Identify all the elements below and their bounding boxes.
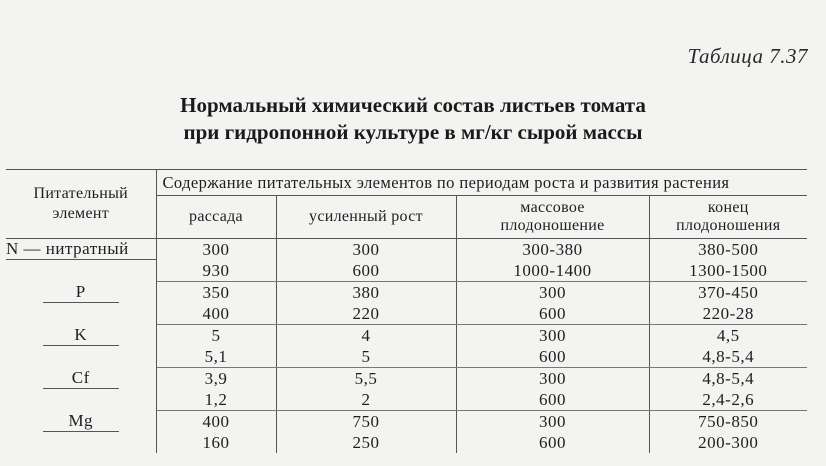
table-cell: 600 [276,260,456,282]
table-cell: 4 [276,325,456,347]
table-cell: 600 [456,432,649,453]
header-period-2 [276,196,456,239]
element-cell-p [6,282,156,325]
table-cell: 220 [276,303,456,325]
table-cell: 600 [456,346,649,368]
table-cell: 380 [276,282,456,304]
table-cell: 3,9 [156,368,276,390]
table-cell: 200-300 [698,432,759,452]
element-label-n: N — нитратный [6,239,156,260]
element-label-p: P [43,282,119,303]
table-caption: Таблица 7.37 [687,44,808,68]
header-period-2-label: усиленный рост [309,208,423,225]
header-element [6,170,156,239]
header-period-1 [156,196,276,239]
table-cell: 4,5 [716,325,740,345]
table-cell: 400 [156,411,276,433]
table-cell: 5 [276,346,456,368]
table-cell: 1000-1400 [456,260,649,282]
header-period-1-label: рассада [189,208,243,225]
table-cell: 1,2 [156,389,276,411]
table-cell: 4,8-5,4 [702,368,755,388]
header-element-label: Питательный элемент [33,185,129,222]
table-cell: 250 [276,432,456,453]
header-period-4-label: конец плодоношения [676,199,781,234]
table-cell: 5,5 [276,368,456,390]
table-cell: 300-380 [456,239,649,261]
element-label-mg: Mg [43,411,119,432]
table-cell: 1300-1500 [649,260,807,282]
table-cell: 750-850 [698,411,759,431]
element-cell-n [6,239,156,282]
table-cell: 5 [156,325,276,347]
header-period-3 [456,196,649,239]
table-cell: 930 [156,260,276,282]
table-cell: 600 [456,303,649,325]
table-cell: 400 [156,303,276,325]
element-cell-mg [6,411,156,454]
table-title [0,92,826,146]
table-cell: 300 [456,325,649,347]
element-label-k: K [43,325,119,346]
table-cell: 5,1 [156,346,276,368]
table-cell: 380-500 [698,239,759,259]
header-periods-span: Содержание питательных элементов по периодам роста и развития растения [156,170,807,196]
table-cell: 300 [456,282,649,304]
table-cell: 300 [456,368,649,390]
table-cell: 300 [456,411,649,433]
table-cell: 220-28 [649,303,807,325]
table-cell: 750 [276,411,456,433]
nutrient-table [6,169,807,453]
header-period-4 [649,196,807,239]
table-cell: 2 [276,389,456,411]
table-cell: 370-450 [698,282,759,302]
table-cell: 2,4-2,6 [649,389,807,411]
element-cell-k [6,325,156,368]
table-cell: 4,8-5,4 [649,346,807,368]
table-cell: 600 [456,389,649,411]
title-line-2: при гидропонной культуре в мг/кг сырой массы [183,120,643,144]
element-cell-cf [6,368,156,411]
table-cell: 300 [276,239,456,261]
table-cell: 160 [156,432,276,453]
table-cell: 350 [156,282,276,304]
header-period-3-label: массовое плодоношение [500,199,605,234]
table-cell: 300 [156,239,276,261]
element-label-cf: Cf [43,368,119,389]
title-line-1: Нормальный химический состав листьев томата [180,93,646,117]
